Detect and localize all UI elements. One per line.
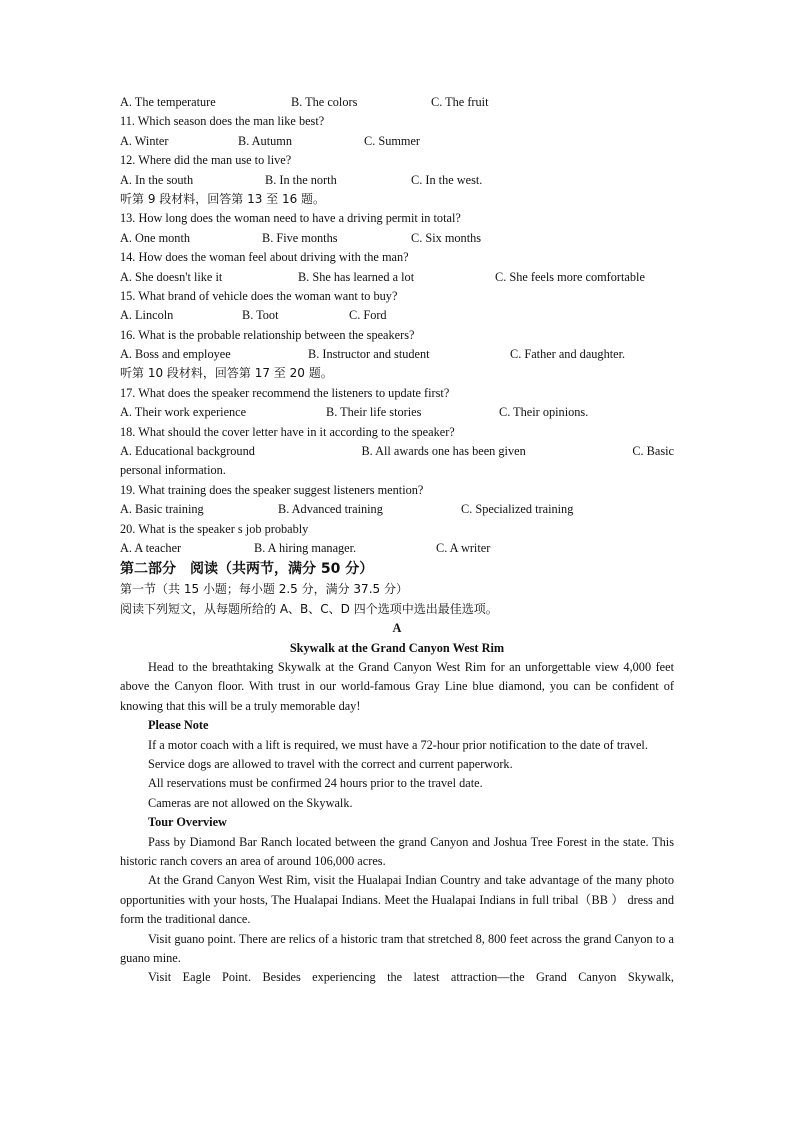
- question-16: 16. What is the probable relationship between the speakers?: [120, 327, 415, 342]
- note-cameras: Cameras are not allowed on the Skywalk.: [148, 795, 353, 810]
- q14-option-a: A. She doesn't like it: [120, 269, 223, 284]
- q15-option-b: B. Toot: [242, 308, 279, 323]
- q15-option-a: A. Lincoln: [120, 308, 174, 323]
- q12-option-b: B. In the north: [265, 172, 337, 187]
- passage-title: Skywalk at the Grand Canyon West Rim: [289, 640, 505, 655]
- q15-options: [120, 306, 674, 325]
- q13-option-b: B. Five months: [262, 230, 338, 245]
- q18-option-c-continued: personal information.: [120, 463, 226, 478]
- q18-option-b: B. All awards one has been given: [361, 444, 526, 459]
- q10-option-c: C. The fruit: [431, 95, 489, 109]
- overview-west-rim: At the Grand Canyon West Rim, visit the Hualapai Indian Country and take advantage of the many photo opportunities with your hosts, The Hualapai Indians. Meet the Hualapai Indians in full tribal（BB ） dress and form the traditional dance.: [120, 873, 674, 927]
- q11-option-c: C. Summer: [364, 133, 421, 148]
- question-19: 19. What training does the speaker suggest listeners mention?: [120, 482, 424, 497]
- q17-option-b: B. Their life stories: [326, 405, 422, 420]
- q12-options: [120, 171, 674, 190]
- passage-intro: Head to the breathtaking Skywalk at the Grand Canyon West Rim for an unforgettable view 4,000 feet above the Canyon floor. With trust in our world-famous Gray Line blue diamond, you can be confident of knowing that this will be a truly memorable day!: [120, 659, 674, 713]
- question-13: 13. How long does the woman need to have a driving permit in total?: [120, 211, 461, 226]
- question-12: 12. Where did the man use to live?: [120, 153, 292, 168]
- note-motor-coach: If a motor coach with a lift is required, we must have a 72-hour prior notification to the date of travel.: [148, 737, 648, 752]
- question-18: 18. What should the cover letter have in it according to the speaker?: [120, 424, 455, 439]
- q20-option-c: C. A writer: [436, 540, 491, 555]
- section-10-instruction: 听第 10 段材料，回答第 17 至 20 题。: [120, 366, 333, 381]
- please-note-heading: Please Note: [148, 718, 209, 733]
- q17-option-c: C. Their opinions.: [499, 405, 589, 420]
- q11-option-a: A. Winter: [120, 133, 169, 148]
- section-9-instruction: 听第 9 段材料，回答第 13 至 16 题。: [120, 191, 326, 206]
- q17-option-a: A. Their work experience: [120, 405, 247, 420]
- q10-option-b: B. The colors: [291, 95, 358, 109]
- question-20: 20. What is the speaker s job probably: [120, 521, 309, 536]
- note-reservations: All reservations must be confirmed 24 hours prior to the travel date.: [148, 776, 483, 791]
- exam-page: [120, 93, 674, 988]
- q14-option-b: B. She has learned a lot: [298, 269, 415, 284]
- q18-option-a: A. Educational background: [120, 444, 255, 459]
- q13-options: [120, 229, 674, 248]
- q19-option-b: B. Advanced training: [278, 502, 383, 517]
- question-17: 17. What does the speaker recommend the listeners to update first?: [120, 385, 450, 400]
- q14-option-c: C. She feels more comfortable: [495, 269, 645, 284]
- q16-options: [120, 345, 674, 364]
- q13-option-c: C. Six months: [411, 230, 482, 245]
- question-11: 11. Which season does the man like best?: [120, 114, 325, 129]
- q19-option-c: C. Specialized training: [461, 502, 574, 517]
- q16-option-b: B. Instructor and student: [308, 347, 430, 362]
- q19-options: [120, 500, 674, 519]
- q20-options: [120, 539, 674, 558]
- part-two-title: 第二部分 阅读（共两节，满分 50 分）: [120, 561, 374, 578]
- overview-eagle-point: Visit Eagle Point. Besides experiencing the latest attraction—the Grand Canyon Skywalk,: [148, 970, 674, 985]
- section-one-title: 第一节（共 15 小题；每小题 2.5 分，满分 37.5 分）: [120, 582, 408, 597]
- q19-option-a: A. Basic training: [120, 502, 204, 517]
- q12-option-a: A. In the south: [120, 172, 194, 187]
- note-service-dogs: Service dogs are allowed to travel with the correct and current paperwork.: [148, 756, 513, 771]
- q20-option-a: A. A teacher: [120, 540, 182, 555]
- q16-option-c: C. Father and daughter.: [510, 347, 626, 362]
- question-15: 15. What brand of vehicle does the woman want to buy?: [120, 288, 398, 303]
- overview-ranch: Pass by Diamond Bar Ranch located between the grand Canyon and Joshua Tree Forest in the state. This historic ranch covers an area of around 106,000 acres.: [120, 834, 674, 868]
- q10-option-a: A. The temperature: [120, 95, 216, 109]
- tour-overview-heading: Tour Overview: [148, 815, 227, 830]
- q17-options: [120, 403, 674, 422]
- q11-options: [120, 132, 674, 151]
- question-14: 14. How does the woman feel about driving with the man?: [120, 250, 409, 265]
- q18-options: [120, 442, 674, 461]
- q11-option-b: B. Autumn: [238, 133, 292, 148]
- q10-options: [120, 93, 674, 112]
- q14-options: [120, 268, 674, 287]
- q13-option-a: A. One month: [120, 230, 191, 245]
- q15-option-c: C. Ford: [349, 308, 387, 323]
- overview-guano-point: Visit guano point. There are relics of a historic tram that stretched 8, 800 feet across the grand Canyon to a guano mine.: [120, 931, 674, 965]
- q16-option-a: A. Boss and employee: [120, 347, 231, 362]
- q18-option-c: C. Basic: [632, 444, 674, 459]
- reading-instruction: 阅读下列短文，从每题所给的 A、B、C、D 四个选项中选出最佳选项。: [120, 601, 498, 616]
- q12-option-c: C. In the west.: [411, 172, 483, 187]
- q20-option-b: B. A hiring manager.: [254, 540, 357, 555]
- passage-label: A: [392, 621, 402, 636]
